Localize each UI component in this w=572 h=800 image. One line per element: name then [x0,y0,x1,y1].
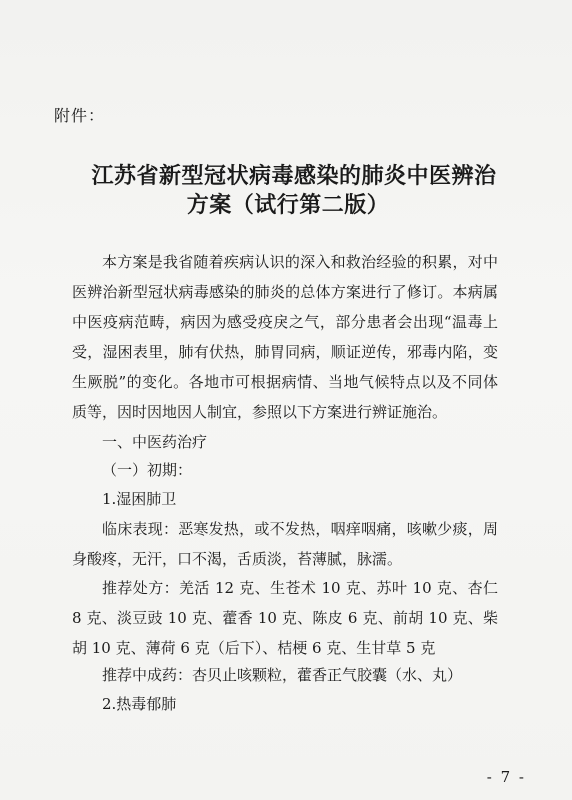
section-heading-tcm-treatment: 一、中医药治疗 [102,433,208,451]
item-heading-heat-toxin: 2.热毒郁肺 [102,695,177,713]
patent-medicine-paragraph: 推荐中成药：杏贝止咳颗粒，藿香正气胶囊（水、丸） [102,666,463,684]
page-number: - 7 - [486,768,526,786]
intro-paragraph: 本方案是我省随着疾病认识的深入和救治经验的积累，对中医辨治新型冠状病毒感染的肺炎的总体方案进行了修订。本病属中医疫病范畴，病因为感受疫戾之气，部分患者会出现“温毒上受，湿困表里，肺有伏热，肺胃同病，顺证逆传，邪毒内陷，变生厥脱”的变化。各地市可根据病情、当地气候特点以及不同体质等，因时因地因人制宜，参照以下方案进行辨证施治。 [72,253,498,421]
document-title-line1: 江苏省新型冠状病毒感染的肺炎中医辨治 [91,163,497,189]
prescription-paragraph: 推荐处方：羌活 12 克、生苍术 10 克、苏叶 10 克、杏仁 8 克、淡豆豉 10 克、藿香 10 克、陈皮 6 克、前胡 10 克、柴胡 10 克、薄荷 6 克（后下）、桔梗 6 克、生甘草 5 克 [72,579,498,657]
item-heading-dampness: 1.湿困肺卫 [102,490,177,508]
subsection-heading-early-stage: （一）初期： [102,461,193,479]
document-title-line2: 方案（试行第二版） [186,192,390,218]
clinical-manifestation-paragraph: 临床表现：恶寒发热，或不发热，咽痒咽痛，咳嗽少痰，周身酸疼，无汗，口不渴，舌质淡，苔薄腻，脉濡。 [72,520,498,568]
attachment-label: 附件： [54,106,106,125]
